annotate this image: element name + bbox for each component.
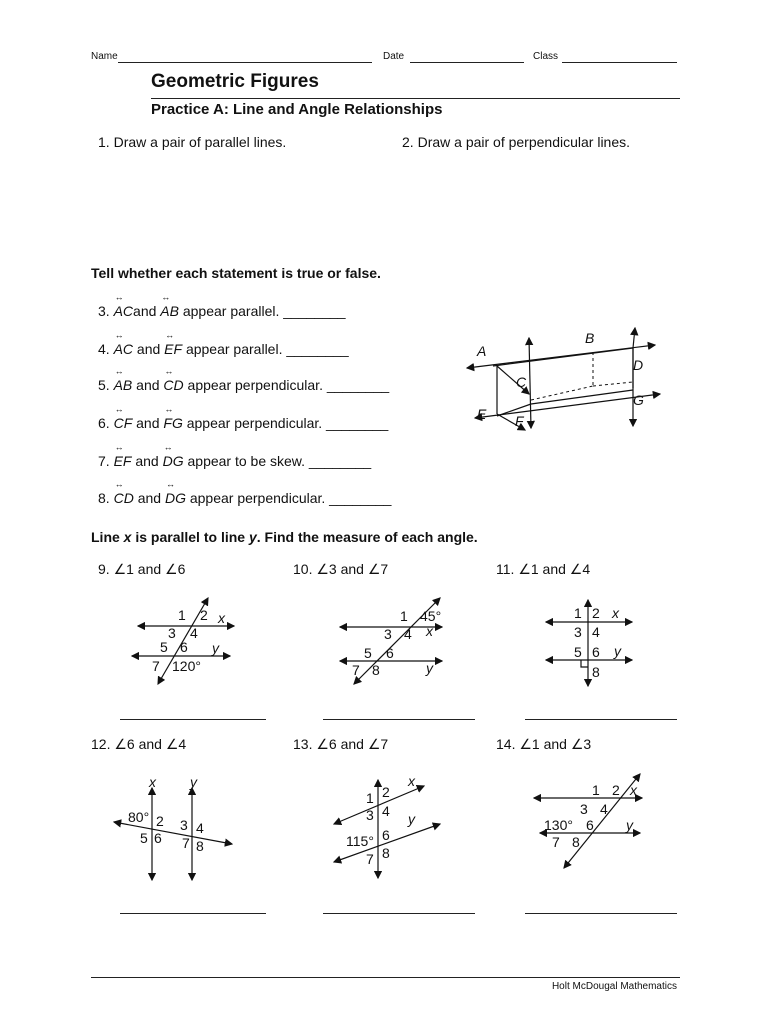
and-word: and bbox=[133, 303, 157, 319]
svg-text:1: 1 bbox=[178, 607, 186, 623]
svg-text:3: 3 bbox=[168, 625, 176, 641]
svg-text:6: 6 bbox=[586, 817, 594, 833]
class-label: Class bbox=[533, 51, 559, 62]
answer-line-9[interactable] bbox=[120, 719, 266, 720]
question-10: 10. ∠3 and ∠7 bbox=[293, 561, 389, 577]
question-number: 5. bbox=[98, 377, 110, 393]
svg-text:7: 7 bbox=[182, 835, 190, 851]
figure-11 bbox=[540, 596, 640, 690]
svg-text:3: 3 bbox=[574, 624, 582, 640]
svg-text:3: 3 bbox=[180, 817, 188, 833]
statement-text: appear perpendicular. ________ bbox=[189, 490, 392, 506]
line-segment: ↔ EF bbox=[113, 442, 132, 469]
figure-10 bbox=[330, 590, 460, 690]
answer-line-13[interactable] bbox=[323, 913, 475, 914]
question-7 bbox=[98, 442, 372, 469]
svg-text:y: y bbox=[426, 660, 433, 676]
svg-text:7: 7 bbox=[152, 658, 160, 674]
question-13: 13. ∠6 and ∠7 bbox=[293, 736, 389, 752]
svg-text:6: 6 bbox=[592, 644, 600, 660]
svg-text:8: 8 bbox=[196, 838, 204, 854]
svg-text:x: x bbox=[630, 782, 637, 798]
svg-text:y: y bbox=[626, 817, 633, 833]
svg-text:4: 4 bbox=[404, 626, 412, 642]
svg-text:4: 4 bbox=[196, 820, 204, 836]
figure-12 bbox=[110, 772, 240, 884]
svg-text:y: y bbox=[212, 640, 219, 656]
statement-text: appear parallel. ________ bbox=[185, 341, 349, 357]
line-arrow-icon: ↔ bbox=[163, 442, 173, 452]
svg-text:2: 2 bbox=[592, 605, 600, 621]
question-11: 11. ∠1 and ∠4 bbox=[496, 561, 591, 577]
title-rule bbox=[151, 98, 680, 99]
date-blank[interactable] bbox=[410, 62, 524, 63]
question-8 bbox=[98, 479, 392, 506]
question-number: 7. bbox=[98, 453, 110, 469]
svg-text:3: 3 bbox=[366, 807, 374, 823]
svg-text:x: x bbox=[612, 605, 619, 621]
svg-text:y: y bbox=[614, 643, 621, 659]
question-4 bbox=[98, 330, 349, 357]
question-14: 14. ∠1 and ∠3 bbox=[496, 736, 592, 752]
line-segment: ↔ FG bbox=[163, 404, 183, 431]
figure-13 bbox=[330, 772, 450, 884]
question-number: 3. bbox=[98, 303, 110, 319]
line-arrow-icon: ↔ bbox=[114, 479, 124, 489]
svg-text:2: 2 bbox=[382, 784, 390, 800]
page-subtitle: Practice A: Line and Angle Relationships bbox=[151, 101, 443, 118]
line-arrow-icon: ↔ bbox=[164, 404, 174, 414]
line-arrow-icon: ↔ bbox=[114, 442, 124, 452]
statement-text: appear perpendicular. ________ bbox=[187, 377, 390, 393]
figure-9 bbox=[120, 590, 250, 690]
svg-text:130°: 130° bbox=[544, 817, 573, 833]
answer-line-14[interactable] bbox=[525, 913, 677, 914]
line-arrow-icon: ↔ bbox=[161, 292, 171, 302]
line-segment: ↔ AC bbox=[113, 330, 134, 357]
line-segment: ↔ AB bbox=[160, 292, 179, 319]
svg-text:1: 1 bbox=[400, 608, 408, 624]
point-g-label: G bbox=[633, 392, 644, 408]
angle-instruction: Line x is parallel to line y. Find the measure of each angle. bbox=[91, 529, 478, 545]
svg-text:6: 6 bbox=[386, 645, 394, 661]
svg-text:4: 4 bbox=[592, 624, 600, 640]
svg-text:8: 8 bbox=[372, 662, 380, 678]
line-segment: ↔ EF bbox=[164, 330, 183, 357]
date-label: Date bbox=[383, 51, 405, 62]
page-title: Geometric Figures bbox=[151, 71, 319, 92]
answer-line-10[interactable] bbox=[323, 719, 475, 720]
svg-text:4: 4 bbox=[600, 801, 608, 817]
svg-text:5: 5 bbox=[160, 639, 168, 655]
footer-publisher: Holt McDougal Mathematics bbox=[551, 981, 677, 992]
svg-text:6: 6 bbox=[180, 639, 188, 655]
svg-text:x: x bbox=[218, 610, 225, 626]
and-word: and bbox=[136, 415, 160, 431]
question-3 bbox=[98, 292, 346, 319]
svg-text:45°: 45° bbox=[420, 608, 442, 624]
and-word: and bbox=[136, 377, 160, 393]
svg-text:6: 6 bbox=[382, 827, 390, 843]
line-segment: ↔ DG bbox=[162, 442, 184, 469]
line-segment: ↔ AB bbox=[113, 366, 133, 393]
point-a-label: A bbox=[477, 343, 487, 359]
question-1 bbox=[98, 134, 286, 150]
line-segment: ↔ CD bbox=[163, 366, 184, 393]
svg-text:1: 1 bbox=[574, 605, 582, 621]
statement-text: appear to be skew. ________ bbox=[187, 453, 372, 469]
svg-text:115°: 115° bbox=[346, 833, 374, 849]
class-blank[interactable] bbox=[562, 62, 677, 63]
question-9: 9. ∠1 and ∠6 bbox=[98, 561, 186, 577]
answer-line-11[interactable] bbox=[525, 719, 677, 720]
line-arrow-icon: ↔ bbox=[114, 366, 124, 376]
question-12: 12. ∠6 and ∠4 bbox=[91, 736, 187, 752]
svg-text:120°: 120° bbox=[172, 658, 201, 674]
svg-text:5: 5 bbox=[140, 830, 148, 846]
svg-text:x: x bbox=[426, 623, 433, 639]
statement-text: appear perpendicular. ________ bbox=[186, 415, 389, 431]
question-number: 1. bbox=[98, 134, 110, 150]
svg-text:7: 7 bbox=[552, 834, 560, 850]
figure-14 bbox=[530, 772, 660, 884]
svg-text:1: 1 bbox=[366, 790, 374, 806]
point-c-label: C bbox=[516, 374, 527, 390]
svg-text:y: y bbox=[408, 811, 415, 827]
line-segment: ↔ CD bbox=[113, 479, 134, 506]
svg-text:7: 7 bbox=[352, 662, 360, 678]
question-number: 6. bbox=[98, 415, 110, 431]
question-number: 8. bbox=[98, 490, 110, 506]
svg-text:y: y bbox=[190, 774, 197, 790]
svg-text:x: x bbox=[408, 773, 415, 789]
svg-text:2: 2 bbox=[156, 813, 164, 829]
line-segment: ↔ CF bbox=[113, 404, 133, 431]
svg-text:80°: 80° bbox=[128, 809, 150, 825]
question-number: 4. bbox=[98, 341, 110, 357]
name-label: Name bbox=[91, 51, 118, 62]
point-e-label: E bbox=[477, 406, 487, 422]
svg-text:2: 2 bbox=[200, 607, 208, 623]
svg-text:1: 1 bbox=[592, 782, 600, 798]
point-f-label: F bbox=[515, 413, 524, 429]
question-2 bbox=[402, 134, 630, 150]
line-arrow-icon: ↔ bbox=[165, 479, 175, 489]
svg-text:8: 8 bbox=[592, 664, 600, 680]
name-blank[interactable] bbox=[118, 62, 372, 63]
line-segment: ↔ DG bbox=[164, 479, 186, 506]
question-text: Draw a pair of parallel lines. bbox=[113, 134, 287, 150]
svg-text:8: 8 bbox=[572, 834, 580, 850]
svg-text:5: 5 bbox=[364, 645, 372, 661]
and-word: and bbox=[136, 341, 161, 357]
answer-line-12[interactable] bbox=[120, 913, 266, 914]
tf-instruction: Tell whether each statement is true or false. bbox=[91, 265, 381, 281]
prism-figure bbox=[455, 318, 670, 438]
question-6 bbox=[98, 404, 389, 431]
and-word: and bbox=[137, 490, 162, 506]
question-5 bbox=[98, 366, 390, 393]
svg-text:6: 6 bbox=[154, 830, 162, 846]
svg-text:5: 5 bbox=[574, 644, 582, 660]
line-arrow-icon: ↔ bbox=[114, 330, 124, 340]
svg-text:7: 7 bbox=[366, 851, 374, 867]
svg-text:8: 8 bbox=[382, 845, 390, 861]
line-arrow-icon: ↔ bbox=[114, 404, 124, 414]
svg-text:3: 3 bbox=[580, 801, 588, 817]
svg-text:4: 4 bbox=[190, 625, 198, 641]
svg-text:x: x bbox=[149, 774, 156, 790]
footer-rule bbox=[91, 977, 680, 978]
line-arrow-icon: ↔ bbox=[114, 292, 124, 302]
question-number: 2. bbox=[402, 134, 414, 150]
point-b-label: B bbox=[585, 330, 595, 346]
question-text: Draw a pair of perpendicular lines. bbox=[417, 134, 631, 150]
statement-text: appear parallel. ________ bbox=[182, 303, 346, 319]
point-d-label: D bbox=[633, 357, 644, 373]
line-segment: ↔ AC bbox=[113, 292, 134, 319]
and-word: and bbox=[135, 453, 159, 469]
svg-text:3: 3 bbox=[384, 626, 392, 642]
line-arrow-icon: ↔ bbox=[165, 330, 175, 340]
svg-text:4: 4 bbox=[382, 803, 390, 819]
line-arrow-icon: ↔ bbox=[164, 366, 174, 376]
svg-text:2: 2 bbox=[612, 782, 620, 798]
